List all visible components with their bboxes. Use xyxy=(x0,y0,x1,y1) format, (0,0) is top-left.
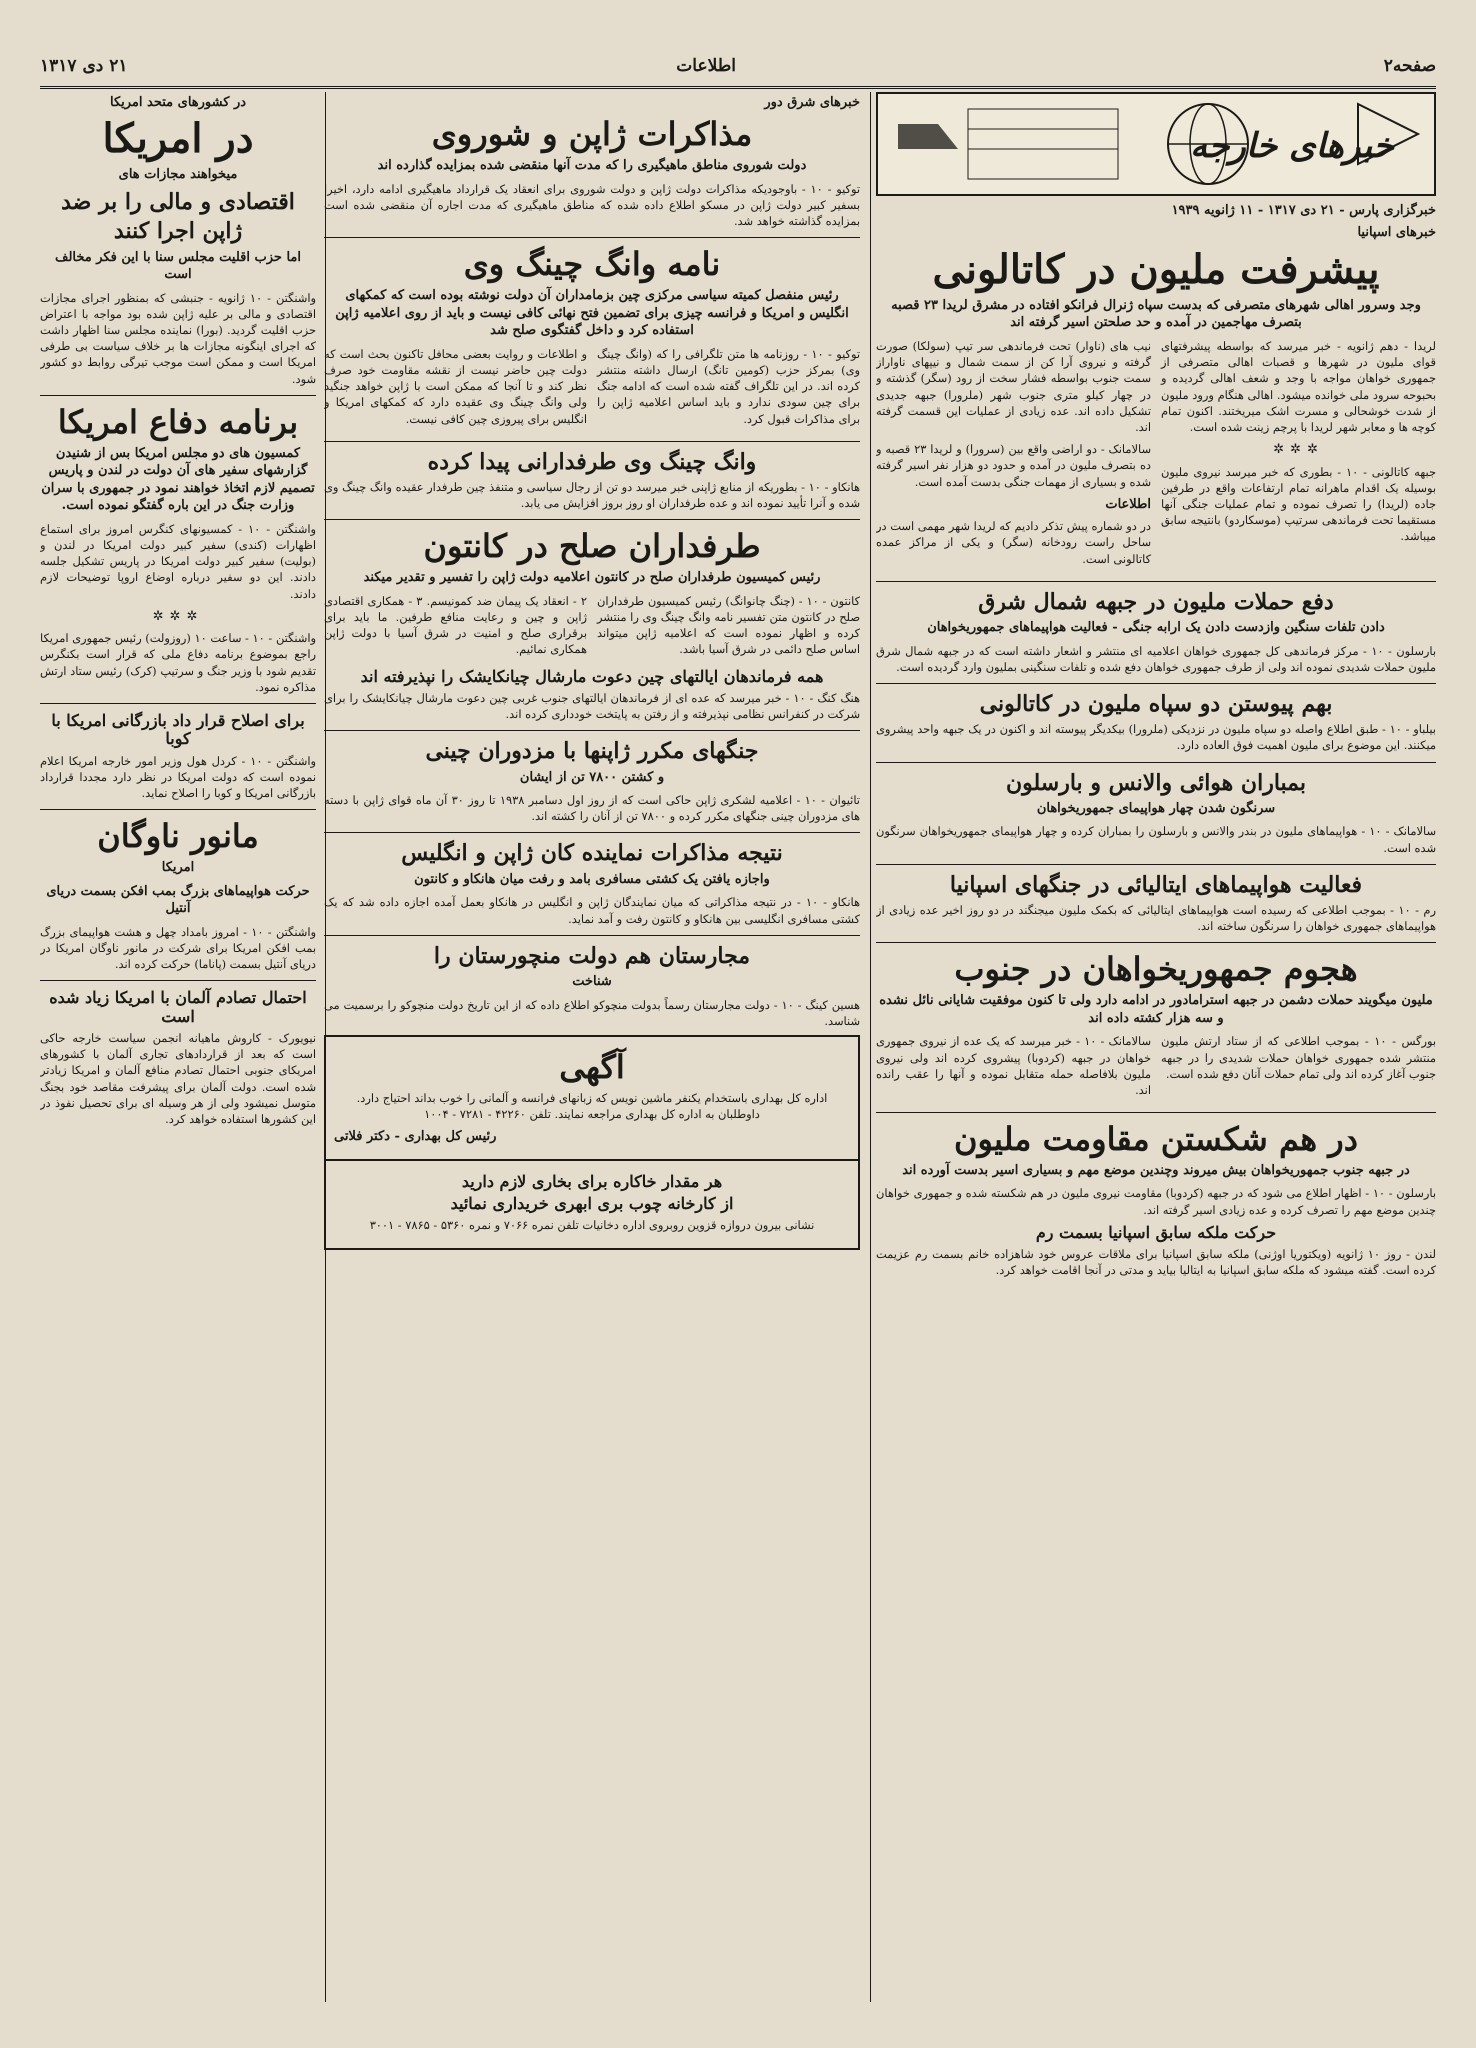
article-body: رم - ۱۰ - بموجب اطلاعی که رسیده است هواپیماهای ایتالیائی که بکمک ملیون میجنگند در دو روز اخیر عده زیادی از هواپیماهای جمهوری خواهان را سرنگون ساخته اند. xyxy=(876,903,1436,934)
deck-b: اقتصادی و مالی را بر ضد xyxy=(61,189,295,215)
article-body: واشنگتن - ۱۰ - ساعت ۱۰ (روزولت) رئیس جمهوری امریکا راجع بموضوع برنامه دفاع ملی که قرار است بکنگرس تقدیم شود با وزیر جنگ و سرتیپ (کرک) رئیس ستاد ارتش مذاکره نمود. xyxy=(40,631,316,694)
divider xyxy=(324,441,860,442)
deck-bombing: سرنگون شدن چهار هواپیمای جمهوریخواهان xyxy=(1036,800,1276,816)
ad2-title: هر مقدار خاکاره برای بخاری لازم دارید xyxy=(461,1171,723,1191)
headline-wang-supporters: وانگ چینگ وی طرفدارانی پیدا کرده xyxy=(427,448,757,475)
deck-northeast: دادن تلفات سنگین وازدست دادن یک ارابه جنگی - فعالیت هواپیماهای جمهوریخواهان xyxy=(927,620,1385,635)
column-rule-right xyxy=(870,92,871,2002)
foreign-news-banner xyxy=(876,92,1436,196)
deck-japan-ussr: دولت شوروی مناطق ماهیگیری را که مدت آنها منقضی شده بمزایده گذارده اند xyxy=(377,158,807,174)
article-body: لندن - روز ۱۰ ژانویه (ویکتوریا اوژنی) ملکه سابق اسپانیا برای ملاقات عروس خود شاهزاده خانم بسمت رم عزیمت کرده است. گفته میشود که ملکه سابق اسپانیا به ایتالیا بیاید و مدتی در آنجا اقامت خواهد کرد. xyxy=(876,1247,1436,1278)
divider xyxy=(324,519,860,520)
article-body: واشنگتن - ۱۰ - کمسیونهای کنگرس امروز برای استماع اظهارات (کندی) سفیر کبیر دولت امریکا در لندن و (بولیت) سفیر کبیر دولت امریکا در پاریس تشکیل جلسه دادند. این دو سفیر درباره اوضاع اروپا توضیحات لازم دادند. xyxy=(40,521,316,601)
dateline: خبرگزاری پارس - ۲۱ دی ۱۳۱۷ - ۱۱ ژانویه ۱۹۳۹ xyxy=(1171,203,1436,218)
column-foreign-news xyxy=(876,92,1436,2002)
section-label: خبرهای اسپانیا xyxy=(1357,225,1436,241)
deck-fleet: حرکت هواپیماهای بزرگ بمب افکن بسمت دریای آنتیل xyxy=(46,883,310,917)
deck-wang-letter: رئیس منفصل کمیته سیاسی مرکزی چین بزمامداران آن دولت نوشته بوده است که کمکهای انگلیس و امریکا و فرانسه چیزی برای تضمین فتح نهائی کافی نیست و باید از روی اعلامیه ژاپن استفاده کرد و داخل گفتگوی صلح شد xyxy=(335,288,849,339)
deck-c: ژاپن اجرا کنند xyxy=(113,218,243,245)
deck-defense: کمسیون های دو مجلس امریکا بس از شنیدن گزارشهای سفیر های آن دولت در لندن و پاریس تصمیم لازم اتخاذ خواهند نمود در جمهوری با سران وزارت جنگ در این باره گفتگو نموده است. xyxy=(41,445,315,514)
kicker-america: امریکا xyxy=(161,860,195,876)
page-label: صفحه۲ xyxy=(1383,56,1436,76)
article-body: واشنگتن - ۱۰ - کردل هول وزیر امور خارجه امریکا اعلام نموده است که دولت امریکا در نظر دارد مجددا قرارداد بازرگانی امریکا و کوبا را اصلاح نماید. xyxy=(40,753,316,801)
divider xyxy=(40,809,316,810)
divider xyxy=(40,980,316,981)
article-body: هانکاو - ۱۰ - بطوریکه از منابع ژاپنی خبر میرسد دو تن از رجال سیاسی و متنفذ چین طرفدار عقیده وانگ چینگ وی شده و آنرا تأیید نموده اند و عده طرفداران او روز بروز افزایش می یابد. xyxy=(324,480,860,511)
article-body: نیب های (ناوار) تحت فرماندهی سر تیپ (سولکا) صورت گرفته و نیروی آرا کن از سمت شمال و نیپهای ناواراز سمت جنوب بواسطه فشار سخت از رود (سگر) گذشته و در چهار کیلو متری جنوب شهر (ملرورا) جبهه جدیدی تشکیل داده اند. عده زیادی از عملیات این قسمت گرفته اند. xyxy=(876,339,1151,434)
divider xyxy=(324,832,860,833)
divider xyxy=(324,237,860,238)
headline-cuba: برای اصلاح قرار داد بازرگانی امریکا با کوبا xyxy=(51,710,305,749)
headline-south-attack: هجوم جمهوریخواهان در جنوب xyxy=(954,950,1358,989)
ad2-address: نشانی بیرون دروازه قزوین روبروی اداره دخانیات تلفن نمره ۷۰۶۶ و نمره ۵۳۶۰ - ۷۸۶۵ - ۳۰۰۱ xyxy=(369,1218,815,1233)
ad-box xyxy=(324,1035,860,1161)
article-body: هانکاو - ۱۰ - در نتیجه مذاکراتی که میان نمایندگان ژاپن و انگلیس در هانکاو بعمل آمده اجازه داده شد که یک کشتی مسافری انگلیسی بین هانکاو و کانتون رفت و آمد نماید. xyxy=(324,895,860,926)
article-body: و اطلاعات و روایت بعضی محافل تاکنون بحث است که دولت چین حاضر نیست از نقشه مقاومت خود صرف نظر کند و تا آنجا که ممکن است با ژاپن خواهد جنگید ولی وانگ چینگ وی عقیده دارد که کمکهای امریکا و انگلیس برای پیروزی چین کافی نیست. xyxy=(324,346,587,426)
masthead xyxy=(40,50,1436,89)
article-body: جبهه کاتالونی - ۱۰ - بطوری که خبر میرسد نیروی ملیون بوسیله یک اقدام ماهرانه تمام ارتفاعات واقع در طرفین جاده (لریدا) را تصرف نموده و تمام عملیات جنگی آنها مستقیما تحت فرماندهی سرتیپ (موسکاردو) بانتیجه سابق میباشد. xyxy=(1161,464,1436,544)
headline-bombing: بمباران هوائی والانس و بارسلون xyxy=(1005,769,1307,796)
column-usa xyxy=(40,92,316,2002)
ad2-line: از کارخانه چوب بری ابهری خریداری نمائید xyxy=(450,1193,734,1213)
article-body: لریدا - دهم ژانویه - خبر میرسد که بواسطه پیشرفتهای قوای ملیون در شهرها و قصبات اهالی متصرفی از جمهوری خواهان مواجه با وجد و شعف اهالی گردیده و بحبوحه سرود ملی خوانده میشود. اهالی هنگام ورود ملیون از شدت خوشحالی و مسرت اشک میریختند. اکنون تمام کوچه ها و معابر شهر لریدا با پرچم زینت شده است. xyxy=(1161,339,1436,434)
ettelaat-note: در دو شماره پیش تذکر دادیم که لریدا شهر مهمی است در ساحل راست رودخانه (سگر) و یکی از مراکز عمده کاتالونی است. xyxy=(876,519,1151,566)
divider xyxy=(876,762,1436,763)
article-body: هنگ کنگ - ۱۰ - خبر میرسد که عده ای از فرماندهان ایالتهای جنوب غربی چین دعوت مارشال چیانکایشک را برای شرکت در کنفرانس نظامی نپذیرفته و از رفتن به پایتخت خودداری کرده اند. xyxy=(324,690,860,722)
headline-fleet: مانور ناوگان xyxy=(97,817,259,856)
headline-catalonia: پیشرفت ملیون در کاتالونی xyxy=(932,245,1380,293)
divider xyxy=(876,683,1436,684)
headline-commanders: همه فرماندهان ایالتهای چین دعوت مارشال چیانکایشک را نپذیرفته اند xyxy=(360,666,824,686)
article-body: واشنگتن - ۱۰ ژانویه - جنبشی که بمنظور اجرای مجازات اقتصادی و مالی بر علیه ژاپن شده بود مواجه با اعتراض حزب اقلیت گردید. (بورا) نماینده مجلس سنا اظهار داشت که اجرای اینگونه مجازات ها بر خلاف سیاست بی طرفی امریکا است و ممکن است موجب تیرگی روابط دو کشور شود. xyxy=(40,290,316,386)
article-body: سالامانک - ۱۰ - هواپیماهای ملیون در بندر والانس و بارسلون را بمباران کرده و چهار هواپیمای جمهوریخواهان سرنگون شده است. xyxy=(876,824,1436,855)
article-body: بورگس - ۱۰ - بموجب اطلاعی که از ستاد ارتش ملیون منتشر شده جمهوری خواهان حملات شدیدی را در جبهه جنوب آغاز کرده اند ولی تمام حملات آنان دفع شده است. xyxy=(1161,1034,1436,1081)
headline-mercenaries: جنگهای مکرر ژاپنها با مزدوران چینی xyxy=(425,738,759,765)
headline-resistance: در هم شکستن مقاومت ملیون xyxy=(954,1120,1358,1159)
headline-germany-clash: احتمال تصادم آلمان با امریکا زیاد شده است xyxy=(49,988,307,1026)
headline-defense: برنامه دفاع امریکا xyxy=(57,402,299,441)
article-body: توکیو - ۱۰ - روزنامه ها متن تلگرافی را که (وانگ چینگ وی) بمرکز حزب (کومین تانگ) ارسال داشته منتشر کرده اند. در این تلگراف گفته شده است که ادامه جنگ برای چین سودی ندارد و باید اساس اعلامیه ژاپن را برای مذاکرات قبول کرد. xyxy=(597,346,860,426)
article-body: واشنگتن - ۱۰ - امروز بامداد چهل و هشت هواپیمای بزرگ بمب افکن امریکا برای شرکت در مانور ناوگان امریکا در دریای آنتیل بسمت (پاناما) حرکت کرده اند. xyxy=(40,924,316,972)
deck-mercenaries: و کشتن ۷۸۰۰ تن از ایشان xyxy=(519,769,665,785)
divider xyxy=(876,942,1436,943)
divider xyxy=(40,703,316,704)
separator-stars: ✲✲✲ xyxy=(1273,442,1324,458)
ad-title: آگهی xyxy=(559,1047,625,1086)
article-body: سالامانک - ۱۰ - خبر میرسد که یک عده از نیروی جمهوری خواهان در جبهه (کردوبا) پیشروی کرده اند ولی نیروی ملیون بلافاصله حمله متقابل نموده و آنها را عقب رانده اند. xyxy=(876,1034,1151,1097)
headline-wang-letter: نامه وانگ چینگ وی xyxy=(463,245,721,284)
article-body: سالامانک - دو اراضی واقع بین (سرورا) و لریدا ۲۳ قصبه و ده بتصرف ملیون در آمده و حدود دو هزار نفر اسیر گرفته شده و بسیاری از مهمات جنگی بدست آمده است. xyxy=(876,442,1152,489)
deck-d: اما حزب اقلیت مجلس سنا با این فکر مخالف است xyxy=(54,249,302,283)
deck-canton-peace: رئیس کمیسیون طرفداران صلح در کانتون اعلامیه دولت ژاپن را تفسیر و تقدیر میکند xyxy=(363,570,821,586)
article-body: تائیوان - ۱۰ - اعلامیه لشکری ژاپن حاکی است که از روز اول دسامبر ۱۹۳۸ تا روز ۳۰ آن ماه قوای ژاپن با دسته های مزدوران چینی جنگهای مکرر کرده و ۷۸۰۰ تن از آنان را کشته اند. xyxy=(324,793,860,824)
article-body: بارسلون - ۱۰ - مرکز فرماندهی کل جمهوری خواهان اعلامیه ای منتشر و اشعار داشته است که در جبهه شمال شرق ملیون حملات شدیدی نموده اند ولی از طرف جمهوری خواهان دفع شده و تلفات سنگینی بملیون وارد گردیده است. xyxy=(876,643,1436,674)
deck-catalonia: وجد وسرور اهالی شهرهای متصرفی که بدست سپاه ژنرال فرانکو افتاده در مشرق لریدا ۲۳ قصبه بتصرف مهاجمین در آمده و حد صلحتن اسیر گرفته اند xyxy=(891,297,1421,331)
headline-in-america: در امریکا xyxy=(102,115,254,163)
headline-northeast: دفع حملات ملیون در جبهه شمال شرق xyxy=(978,588,1334,615)
paper-name: اطلاعات xyxy=(676,56,736,76)
section-label: در کشورهای متحد امریکا xyxy=(109,95,247,110)
divider xyxy=(876,1112,1436,1113)
banner-title: خبرهای خارجه xyxy=(1190,126,1394,166)
divider xyxy=(40,395,316,396)
column-far-east xyxy=(324,92,860,2002)
article-body: هسین کینگ - ۱۰ - دولت مجارستان رسماً بدولت منچوکو اطلاع داده که از این تاریخ دولت منچوکو را برسمیت می شناسد. xyxy=(324,997,860,1028)
deck-resistance: در جبهه جنوب جمهوریخواهان بیش میروند وچندین موضع مهم و بسیاری اسیر بدست آورده اند xyxy=(902,1162,1410,1178)
headline-negotiations: نتیجه مذاکرات نماینده کان ژاپن و انگلیس xyxy=(401,840,783,867)
deck-south-attack: ملیون میگویند حملات دشمن در جبهه استرامادور در ادامه دارد ولی تا کنون موفقیت شایانی نائل نشده و سه هزار کشته داده اند xyxy=(879,993,1433,1026)
divider xyxy=(876,864,1436,865)
ad-body: اداره کل بهداری باستخدام یکنفر ماشین نویس که زبانهای فرانسه و آلمانی را خوب بداند احتیاج دارد. داوطلبان به اداره کل بهداری مراجعه نمایند. تلفن ۴۲۲۶۰ - ۷۲۸۱ - ۱۰۰۴ xyxy=(356,1090,828,1121)
issue-date: ۲۱ دی ۱۳۱۷ xyxy=(40,56,128,76)
deck-hungary: شناخت xyxy=(572,974,612,989)
article-body: توکیو - ۱۰ - باوجودیکه مذاکرات دولت ژاپن و دولت شوروی برای انعقاد یک قرارداد ماهیگیری ادامه دارد، اخیرا بسفیر کبیر دولت ژاپن در مسکو اطلاع داده شده که مناطق ماهیگیری که مدت اجاره آن منقضی شده است بمزایده گذاشته خواهد شد. xyxy=(324,181,860,229)
article-body: بارسلون - ۱۰ - اظهار اطلاع می شود که در جبهه (کردوبا) مقاومت نیروی ملیون در هم شکسته شده و جمهوری خواهان چندین موضع مهم را تصرف کرده و عده زیادی اسیر گرفته اند. xyxy=(876,1186,1436,1217)
headline-merge: بهم پیوستن دو سپاه ملیون در کاتالونی xyxy=(979,690,1333,717)
article-body: نیویورک - کاروش ماهیانه انجمن سیاست خارجه حاکی است که بعد از قراردادهای تجاری آلمان با کشورهای امریکای جنوبی احتمال تصادم منافع آلمان و امریکا زیادتر شده است. دولت آلمان برای پیشرفت مقاصد خود بجنگ متوسل نمیشود ولی از هر وسیله ای برای تحصیل نفوذ در این کشورها استفاده خواهد کرد. xyxy=(40,1031,316,1126)
headline-queen: حرکت ملکه سابق اسپانیا بسمت رم xyxy=(1035,1222,1277,1242)
ettelaat-note-title: اطلاعات xyxy=(1105,496,1151,512)
ad-signature: رئیس کل بهداری - دکتر فلاتی xyxy=(334,1129,497,1145)
divider xyxy=(876,581,1436,582)
divider xyxy=(324,730,860,731)
divider xyxy=(324,935,860,936)
headline-japan-ussr: مذاکرات ژاپن و شوروی xyxy=(431,115,753,154)
headline-canton-peace: طرفداران صلح در کانتون xyxy=(423,527,761,566)
article-body: ۲ - انعقاد یک پیمان ضد کمونیسم. ۳ - همکاری اقتصادی ژاپن و چین و رعایت منافع طرفین. ما باید برای برقراری صلح و امنیت در شرق آسیا با دولت ژاپن همکاری نمائیم. xyxy=(324,593,587,657)
section-label: خبرهای شرق دور xyxy=(764,95,860,110)
article-body: بیلباو - ۱۰ - طبق اطلاع واصله دو سپاه ملیون در نزدیکی (ملرورا) بیکدیگر پیوسته اند و اکنون در یک جبهه واحد پیشروی میکنند. این موضوع برای ملیون اهمیت فوق العاده دارد. xyxy=(876,722,1436,753)
ad-box-sawdust xyxy=(324,1161,860,1250)
headline-hungary: مجارستان هم دولت منچورستان را xyxy=(433,942,751,969)
deck-negotiations: واجازه یافتن یک کشتی مسافری بامد و رفت میان هانکاو و کانتون xyxy=(414,871,770,887)
separator-stars: ✲✲✲ xyxy=(152,608,204,624)
article-body: کانتون - ۱۰ - (چنگ چانوانگ) رئیس کمیسیون طرفداران صلح در کانتون متن تفسیر نامه وانگ چینگ وی را منتشر کرده و اظهار نموده است که اعلامیه ژاپن میتواند اساس صلح دائمی در شرق آسیا باشد. xyxy=(597,593,860,657)
deck-a: میخواهند مجازات های xyxy=(118,167,238,183)
headline-italian-planes: فعالیت هواپیماهای ایتالیائی در جنگهای اسپانیا xyxy=(949,871,1363,898)
